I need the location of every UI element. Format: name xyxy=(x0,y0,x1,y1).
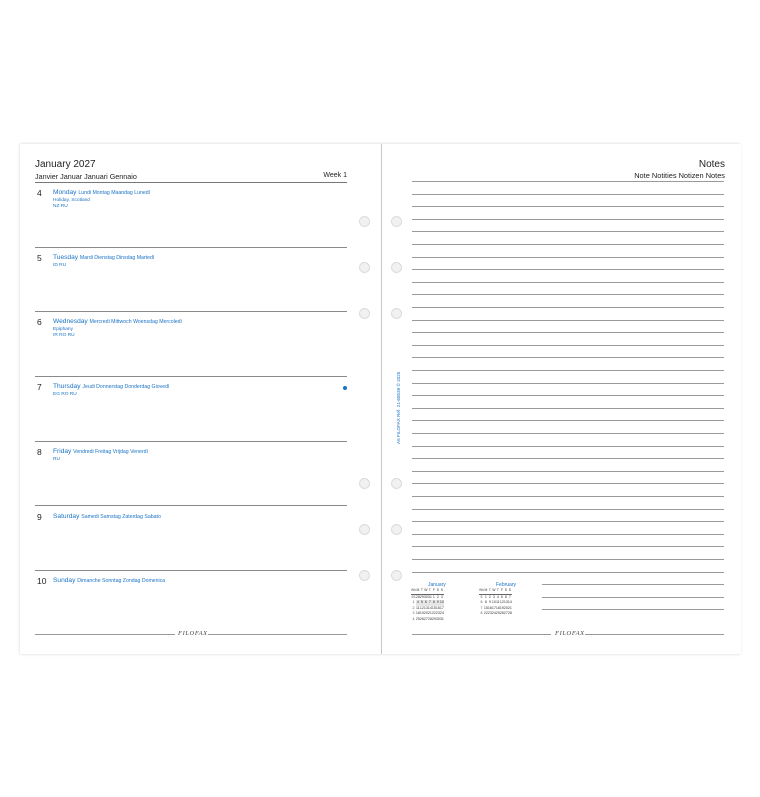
day-entry[interactable] xyxy=(35,317,347,382)
note-line[interactable] xyxy=(412,509,724,510)
day-note: EG RO RU xyxy=(53,392,77,398)
note-line[interactable] xyxy=(412,294,724,295)
day-number: 7 xyxy=(37,382,42,393)
day-number: 6 xyxy=(37,317,42,328)
note-line[interactable] xyxy=(412,546,724,547)
day-entry[interactable] xyxy=(35,188,347,253)
calendar-day: 19 xyxy=(419,611,424,616)
notes-translations: Note Notities Notizen Notes xyxy=(634,171,725,180)
day-name-translations: Vendredi Freitag Vrijdag Venerdì xyxy=(73,448,148,455)
calendar-week-number: 4 xyxy=(412,616,415,621)
calendar-weekday-header: S xyxy=(508,588,512,594)
day-entry[interactable] xyxy=(35,512,347,577)
calendar-day: 1 xyxy=(484,594,487,599)
calendar-day: 6 xyxy=(504,594,507,599)
calendar-day: 11 xyxy=(416,605,420,610)
note-line[interactable] xyxy=(412,332,724,333)
calendar-day: 6 xyxy=(424,600,427,605)
mini-calendar-month: February xyxy=(496,582,517,588)
day-name-translations: Mercredi Mittwoch Woensdag Mercoledì xyxy=(89,319,182,326)
calendar-weekday-header: S xyxy=(440,588,444,594)
note-line[interactable] xyxy=(412,559,724,560)
day-divider-rule xyxy=(35,376,347,377)
day-name-english: Saturday xyxy=(53,512,80,520)
mini-calendar-grid xyxy=(479,588,512,617)
binder-hole xyxy=(391,308,402,319)
note-line[interactable] xyxy=(412,395,724,396)
calendar-weekday-header: T xyxy=(496,588,500,594)
calendar-day: 30 xyxy=(423,594,428,599)
calendar-day: 14 xyxy=(427,605,432,610)
calendar-day: 15 xyxy=(483,605,488,610)
calendar-day: 17 xyxy=(439,605,444,610)
day-name xyxy=(53,383,169,390)
note-line[interactable] xyxy=(412,433,724,434)
calendar-day: 23 xyxy=(487,611,492,616)
calendar-weekday-header: M xyxy=(416,588,420,594)
day-divider-rule xyxy=(35,441,347,442)
calendar-day: 4 xyxy=(416,600,419,605)
binder-hole xyxy=(391,478,402,489)
calendar-day: 23 xyxy=(435,611,440,616)
note-line[interactable] xyxy=(412,269,724,270)
calendar-weekday-header: Wk xyxy=(479,588,484,594)
calendar-day: 25 xyxy=(415,616,420,621)
calendar-weekday-header: F xyxy=(432,588,436,594)
calendar-weekday-header: W xyxy=(492,588,496,594)
calendar-day: 16 xyxy=(487,605,492,610)
calendar-day: 7 xyxy=(508,594,511,599)
day-number: 4 xyxy=(37,188,42,198)
footer-rule-right xyxy=(208,634,347,635)
calendar-week-number: 5 xyxy=(480,594,483,599)
calendar-day: 28 xyxy=(427,616,432,621)
day-entry[interactable] xyxy=(35,253,347,318)
calendar-week-number: 7 xyxy=(480,605,483,610)
calendar-day: 2 xyxy=(436,594,439,599)
spine-reference-text xyxy=(396,372,401,444)
day-number: 10 xyxy=(37,576,47,587)
mini-calendar-month: January xyxy=(428,582,446,588)
note-line[interactable] xyxy=(542,609,724,610)
calendar-week-number: 1 xyxy=(412,600,415,605)
note-line[interactable] xyxy=(412,446,724,447)
calendar-day: 28 xyxy=(415,594,420,599)
binder-hole xyxy=(359,478,370,489)
footer-rule-left xyxy=(412,634,551,635)
calendar-day: 2 xyxy=(488,594,491,599)
note-line[interactable] xyxy=(412,219,724,220)
mini-calendar-grid xyxy=(411,588,444,623)
week-label: Week 1 xyxy=(323,172,347,179)
note-line[interactable] xyxy=(412,307,724,308)
calendar-day: 10 xyxy=(439,600,444,605)
day-name-english: Thursday xyxy=(53,383,81,391)
calendar-weekday-header: M xyxy=(484,588,488,594)
note-line[interactable] xyxy=(412,471,724,472)
binder-hole xyxy=(359,216,370,227)
month-title: January 2027 xyxy=(35,159,96,170)
day-note: IR RO RU xyxy=(53,333,75,339)
day-divider-rule xyxy=(35,570,347,571)
day-name xyxy=(53,318,182,325)
day-note: Epiphany xyxy=(53,327,74,333)
calendar-day: 13 xyxy=(423,605,428,610)
notes-title: Notes xyxy=(698,159,725,170)
calendar-day: 28 xyxy=(507,611,512,616)
day-name xyxy=(53,448,148,455)
calendar-week-number: 3 xyxy=(412,611,415,616)
day-name-translations: Mardi Dienstag Dinsdag Martedì xyxy=(79,254,155,261)
calendar-weekday-header: S xyxy=(504,588,508,594)
calendar-day: 8 xyxy=(484,600,487,605)
calendar-week-number: 8 xyxy=(480,611,483,616)
calendar-weekday-header: T xyxy=(488,588,492,594)
calendar-day: 16 xyxy=(435,605,440,610)
binder-hole xyxy=(391,216,402,227)
filofax-logo: FILOFAX xyxy=(555,630,585,637)
calendar-day: 22 xyxy=(483,611,488,616)
calendar-day: 27 xyxy=(503,611,508,616)
calendar-day: 22 xyxy=(431,611,436,616)
day-entry[interactable] xyxy=(35,447,347,512)
day-name-english: Tuesday xyxy=(53,253,79,261)
calendar-day: 19 xyxy=(499,605,504,610)
note-line[interactable] xyxy=(542,584,724,585)
left-page-week-view xyxy=(20,144,381,654)
note-line[interactable] xyxy=(412,572,724,573)
calendar-day: 4 xyxy=(496,594,499,599)
day-name-english: Sunday xyxy=(53,577,76,585)
binder-hole xyxy=(359,262,370,273)
day-name-english: Wednesday xyxy=(53,318,88,326)
calendar-week-number: 2 xyxy=(412,605,415,610)
note-line[interactable] xyxy=(542,597,724,598)
calendar-weekday-header: T xyxy=(428,588,432,594)
calendar-day: 1 xyxy=(432,594,435,599)
binder-hole xyxy=(391,524,402,535)
binder-hole xyxy=(359,308,370,319)
note-line[interactable] xyxy=(412,357,724,358)
calendar-day: 26 xyxy=(499,611,504,616)
day-name-translations: Lundi Montag Maandag Lunedì xyxy=(78,190,151,196)
calendar-day: 21 xyxy=(427,611,432,616)
calendar-day: 30 xyxy=(435,616,440,621)
day-number: 9 xyxy=(37,511,42,522)
calendar-weekday-header: Wk xyxy=(411,588,416,594)
note-line[interactable] xyxy=(412,257,724,258)
header-rule xyxy=(35,182,347,183)
calendar-weekday-header: T xyxy=(420,588,424,594)
calendar-day: 17 xyxy=(491,605,496,610)
note-line[interactable] xyxy=(412,521,724,522)
calendar-day: 21 xyxy=(507,605,512,610)
month-translations: Janvier Januar Januari Gennaio xyxy=(35,172,137,181)
note-line[interactable] xyxy=(412,483,724,484)
calendar-day: 20 xyxy=(423,611,428,616)
calendar-day: 11 xyxy=(496,600,500,605)
day-number: 5 xyxy=(37,252,42,263)
calendar-day: 31 xyxy=(427,594,432,599)
day-name-english: Friday xyxy=(53,447,72,455)
calendar-day: 5 xyxy=(500,594,503,599)
calendar-day: 18 xyxy=(495,605,500,610)
binder-hole xyxy=(359,570,370,581)
calendar-day: 18 xyxy=(415,611,420,616)
calendar-day: 12 xyxy=(499,600,504,605)
day-note: RU xyxy=(53,456,60,462)
day-name-translations: Dimanche Sonntag Zondag Domenica xyxy=(77,578,166,585)
calendar-weekday-header: W xyxy=(424,588,428,594)
day-number: 8 xyxy=(37,446,42,457)
day-name-english: Monday xyxy=(53,189,77,196)
day-note: Holiday, Scotland xyxy=(53,198,90,203)
calendar-day: 26 xyxy=(419,616,424,621)
calendar-day: 3 xyxy=(440,594,443,599)
calendar-day: 5 xyxy=(420,600,423,605)
right-page-notes xyxy=(381,144,741,654)
calendar-day: 12 xyxy=(419,605,424,610)
spine-reference-label: A5 FILOFAX Ref. 21-68539 © 2025 xyxy=(396,371,401,444)
binder-hole xyxy=(359,524,370,535)
calendar-weekday-header: F xyxy=(500,588,504,594)
day-divider-rule xyxy=(35,505,347,506)
note-line[interactable] xyxy=(412,320,724,321)
note-line[interactable] xyxy=(412,370,724,371)
binder-hole xyxy=(391,262,402,273)
calendar-day: 15 xyxy=(431,605,436,610)
day-divider-rule xyxy=(35,247,347,248)
calendar-day: 31 xyxy=(439,616,444,621)
calendar-day: 13 xyxy=(503,600,508,605)
note-line[interactable] xyxy=(412,534,724,535)
calendar-week-number: 6 xyxy=(480,600,483,605)
day-divider-rule xyxy=(35,311,347,312)
note-line[interactable] xyxy=(412,194,724,195)
moon-phase-icon xyxy=(343,386,347,390)
note-line[interactable] xyxy=(412,383,724,384)
filofax-logo: FILOFAX xyxy=(178,630,208,637)
calendar-day: 20 xyxy=(503,605,508,610)
calendar-weekday-header: S xyxy=(436,588,440,594)
day-name xyxy=(53,254,154,261)
calendar-day: 10 xyxy=(491,600,496,605)
note-line[interactable] xyxy=(412,206,724,207)
calendar-day: 3 xyxy=(492,594,495,599)
note-line[interactable] xyxy=(412,181,724,182)
calendar-day: 24 xyxy=(439,611,444,616)
calendar-day: 9 xyxy=(488,600,491,605)
day-name xyxy=(53,189,150,196)
day-name-translations: Jeudi Donnerstag Donderdag Giovedì xyxy=(82,384,170,391)
calendar-day: 9 xyxy=(436,600,439,605)
calendar-day: 27 xyxy=(423,616,428,621)
calendar-day: 24 xyxy=(491,611,496,616)
calendar-day: 8 xyxy=(432,600,435,605)
note-line[interactable] xyxy=(412,420,724,421)
calendar-day: 25 xyxy=(495,611,500,616)
note-line[interactable] xyxy=(412,458,724,459)
day-note: NZ RU xyxy=(53,204,68,209)
binder-hole xyxy=(391,570,402,581)
day-name xyxy=(53,577,165,584)
calendar-day: 14 xyxy=(507,600,512,605)
footer-rule-left xyxy=(35,634,175,635)
calendar-day: 7 xyxy=(428,600,431,605)
day-name-translations: Samedi Samstag Zaterdag Sabato xyxy=(81,513,161,520)
day-entry[interactable] xyxy=(35,382,347,447)
calendar-day: 29 xyxy=(419,594,424,599)
note-line[interactable] xyxy=(412,282,724,283)
day-note: ID RU xyxy=(53,262,67,268)
note-line[interactable] xyxy=(412,496,724,497)
calendar-day: 29 xyxy=(431,616,436,621)
calendar-week-number: 53 xyxy=(411,594,416,599)
note-line[interactable] xyxy=(412,408,724,409)
note-line[interactable] xyxy=(412,345,724,346)
note-line[interactable] xyxy=(412,231,724,232)
footer-rule-right xyxy=(585,634,724,635)
note-line[interactable] xyxy=(412,244,724,245)
day-name xyxy=(53,513,161,520)
